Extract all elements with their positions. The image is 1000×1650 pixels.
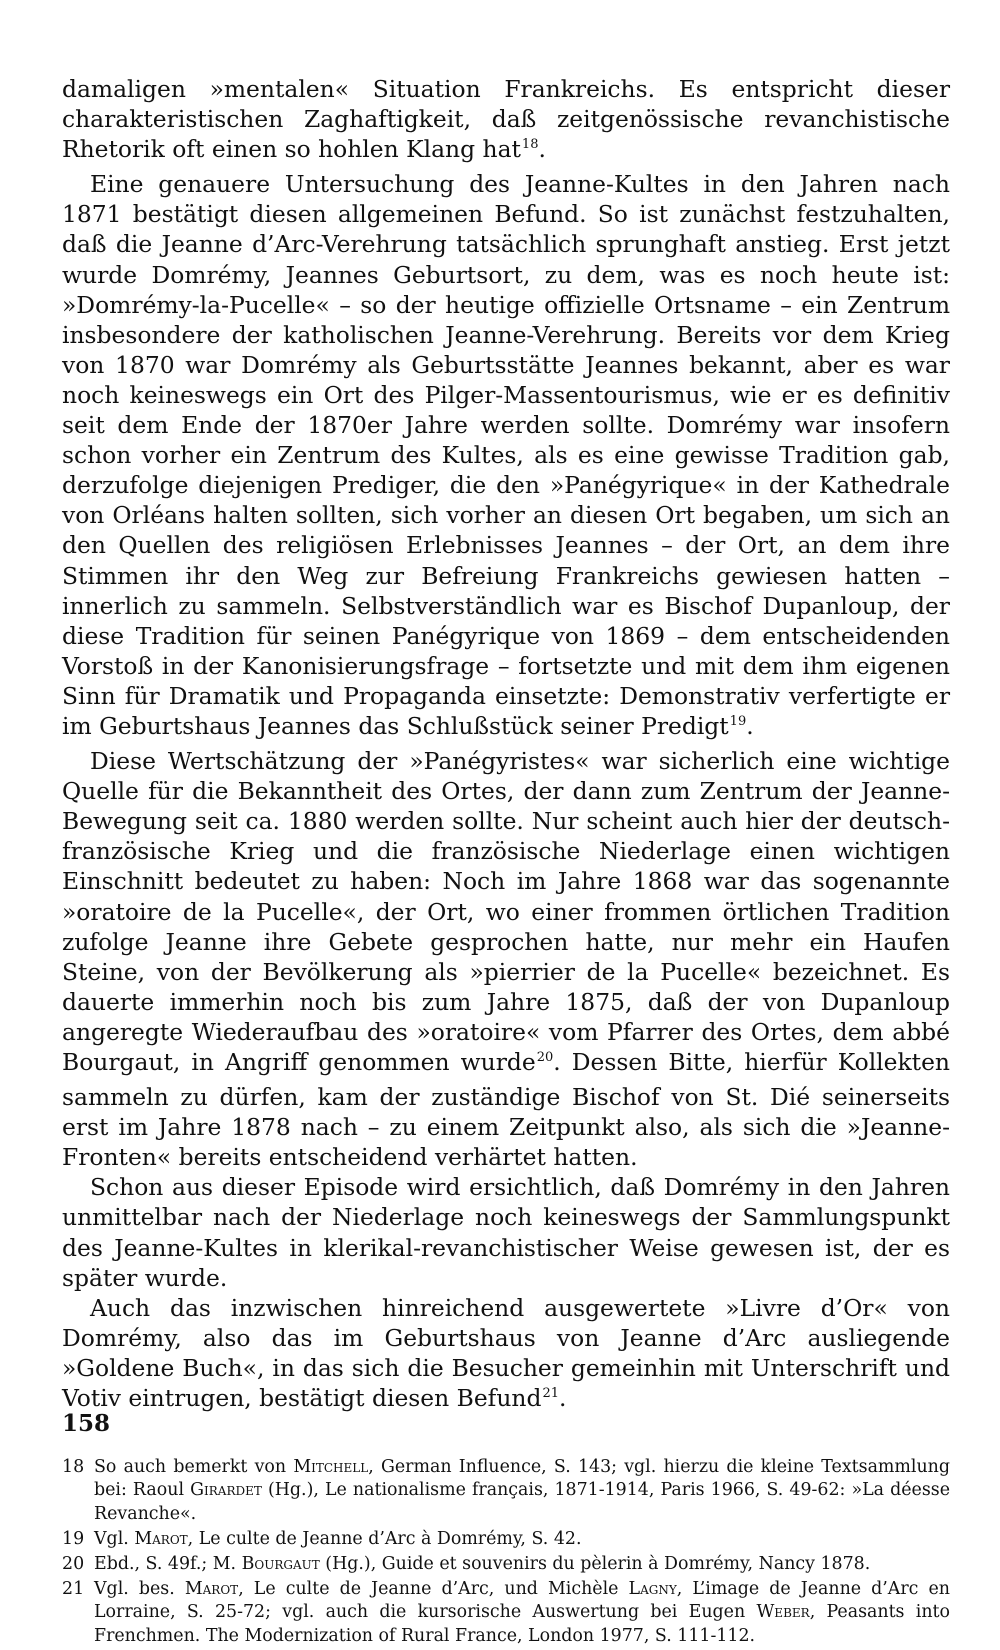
text-run: damaligen »mentalen« Situation Frankreichs. Es entspricht dieser charakteristischen Zaghaftigkeit, daß zeitgenössische revanchistische Rhetorik oft einen so hohlen Klang hat	[62, 75, 950, 164]
footnote-20	[62, 1553, 950, 1576]
paragraph-2	[62, 169, 950, 746]
text-run: (Hg.), Guide et souvenirs du pèlerin à Domrémy, Nancy 1878.	[319, 1553, 871, 1574]
text-run: , Le culte de Jeanne d’Arc à Domrémy, S. 42.	[187, 1528, 582, 1549]
paragraph-4	[62, 1172, 950, 1292]
footnote-reference: 18	[521, 137, 539, 153]
text-run: Auch das inzwischen hinreichend ausgewertete »Livre d’Or« von Domrémy, also das im Geburtshaus von Jeanne d’Arc ausliegende »Goldene Buch«, in das sich die Besucher gemeinhin mit Unterschrift und Votiv eintrugen, bestätigt diesen Befund	[62, 1293, 950, 1413]
text-run: Vgl. bes.	[94, 1579, 185, 1600]
text-run: Schon aus dieser Episode wird ersichtlich, daß Domrémy in den Jahren unmittelbar nach der Niederlage noch keineswegs der Sammlungspunkt des Jeanne-Kultes in klerikal-revanchistischer Weise gewesen ist, der es später wurde.	[62, 1173, 950, 1292]
paragraph-5	[62, 1293, 950, 1418]
footnote-reference: 21	[542, 1386, 559, 1402]
footnote-number: 19	[62, 1528, 85, 1549]
text-run: Vgl.	[94, 1528, 135, 1549]
text-run: So auch bemerkt von	[94, 1457, 294, 1478]
author-name: Lagny	[628, 1579, 677, 1600]
paragraph-3	[62, 746, 950, 1172]
text-run: (Hg.), Le nationalisme français, 1871-1914, Paris 1966, S. 49-62: »La déesse Revanche«.	[94, 1480, 950, 1524]
author-name: Bourgaut	[241, 1553, 320, 1574]
page-number: 158	[62, 1410, 111, 1437]
footnote-text	[94, 1528, 950, 1551]
text-run: , German Influence, S. 143; vgl. hierzu die kleine Textsammlung bei: Raoul	[94, 1457, 951, 1501]
body-text	[62, 74, 950, 1418]
text-run: , Le culte de Jeanne d’Arc, und Michèle	[238, 1579, 629, 1600]
author-name: Marot	[184, 1579, 239, 1600]
text-run: Diese Wertschätzung der »Panégyristes« war sicherlich eine wichtige Quelle für die Bekanntheit des Ortes, der dann zum Zentrum der Jeanne-Bewegung seit ca. 1880 werden sollte. Nur scheint auch hier der deutsch-französische Krieg und die französische Niederlage einen wichtigen Einschnitt bedeutet zu haben: Noch im Jahre 1868 war das sogenannte »oratoire de la Pucelle«, der Ort, wo einer frommen örtlichen Tradition zufolge Jeanne ihre Gebete gesprochen hatte, nur mehr ein Haufen Steine, von der Bevölkerung als »pierrier de la Pucelle« bezeichnet. Es dauerte immerhin noch bis zum Jahre 1875, daß der von Dupanloup angeregte Wiederaufbau des »oratoire« vom Pfarrer des Ortes, dem abbé Bourgaut, in Angriff genommen wurde	[62, 747, 950, 1076]
footnote-19	[62, 1528, 950, 1551]
text-run: .	[538, 135, 546, 164]
text-run: .	[746, 711, 754, 740]
author-name: Marot	[134, 1528, 188, 1549]
author-name: Girardet	[190, 1480, 262, 1501]
footnote-reference: 19	[729, 713, 747, 729]
footnote-number: 18	[62, 1457, 85, 1478]
footnote-21	[62, 1578, 950, 1648]
page-content	[62, 74, 950, 1650]
footnote-18	[62, 1456, 950, 1526]
footnote-text	[94, 1456, 950, 1526]
author-name: Weber	[756, 1602, 810, 1623]
footnote-number: 21	[62, 1579, 85, 1600]
text-run: , L’image de Jeanne d’Arc en Lorraine, S. 25-72; vgl. auch die kursorische Auswertung bei Eugen	[94, 1579, 950, 1623]
footnote-reference: 20	[536, 1050, 554, 1065]
text-run: Ebd., S. 49f.; M.	[94, 1553, 242, 1574]
text-run: .	[558, 1384, 567, 1413]
footnote-text	[94, 1553, 950, 1576]
author-name: Mitchell	[293, 1457, 369, 1478]
text-run: . Dessen Bitte, hierfür Kollekten sammeln zu dürfen, kam der zuständige Bischof von St. Dié seinerseits erst im Jahre 1878 nach – zu einem Zeitpunkt also, als sich die »Jeanne-Fronten« bereits entscheidend verhärtet hatten.	[62, 1048, 950, 1172]
text-run: , Peasants into Frenchmen. The Modernization of Rural France, London 1977, S. 111-112.	[94, 1602, 950, 1646]
footnote-text	[94, 1578, 950, 1648]
paragraph-1	[62, 74, 950, 169]
footnote-number: 20	[62, 1553, 85, 1574]
text-run: Eine genauere Untersuchung des Jeanne-Kultes in den Jahren nach 1871 bestätigt diesen allgemeinen Befund. So ist zunächst festzuhalten, daß die Jeanne d’Arc-Verehrung tatsächlich sprunghaft anstieg. Erst jetzt wurde Domrémy, Jeannes Geburtsort, zu dem, was es noch heute ist: »Domrémy-la-Pucelle« – so der heutige offizielle Ortsname – ein Zentrum insbesondere der katholischen Jeanne-Verehrung. Bereits vor dem Krieg von 1870 war Domrémy als Geburtsstätte Jeannes bekannt, aber es war noch keineswegs ein Ort des Pilger-Massentourismus, wie er es definitiv seit dem Ende der 1870er Jahre werden sollte. Domrémy war insofern schon vorher ein Zentrum des Kultes, als es eine gewisse Tradition gab, derzufolge diejenigen Prediger, die den »Panégyrique« in der Kathedrale von Orléans halten sollten, sich vorher an diesen Ort begaben, um sich an den Quellen des religiösen Erlebnisses Jeannes – der Ort, an dem ihre Stimmen ihr den Weg zur Befreiung Frankreichs gewiesen hatten – innerlich zu sammeln. Selbstverständlich war es Bischof Dupanloup, der diese Tradition für seinen Panégyrique von 1869 – dem entscheidenden Vorstoß in der Kanonisierungsfrage – fortsetzte und mit dem ihm eigenen Sinn für Dramatik und Propaganda einsetzte: Demonstrativ verfertigte er im Geburtshaus Jeannes das Schlußstück seiner Predigt	[62, 170, 950, 740]
footnotes	[62, 1456, 950, 1648]
